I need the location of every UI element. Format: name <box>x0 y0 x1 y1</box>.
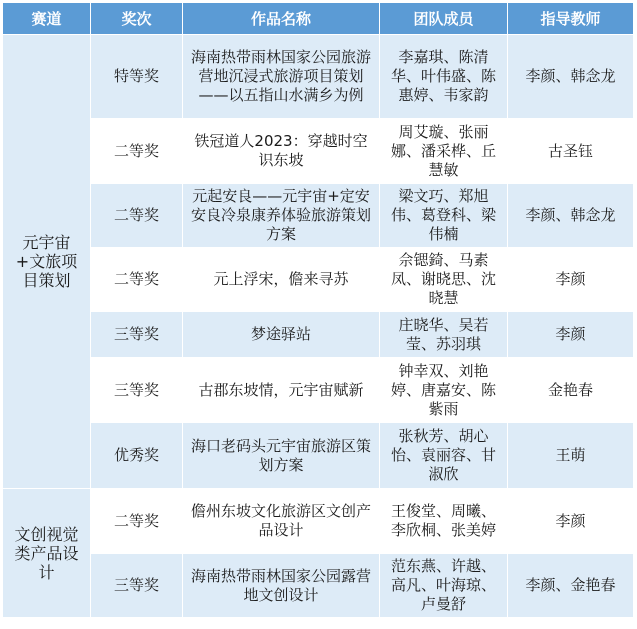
team-cell: 周艾璇、张丽娜、潘采桦、丘慧敏 <box>380 119 508 184</box>
advisor-cell: 金艳春 <box>508 358 634 423</box>
work-cell: 儋州东坡文化旅游区文创产品设计 <box>183 489 380 554</box>
work-cell: 梦途驿站 <box>183 312 380 358</box>
header-row <box>3 3 634 35</box>
award-cell: 二等奖 <box>91 248 183 312</box>
award-cell: 特等奖 <box>91 35 183 119</box>
header-award: 奖次 <box>91 3 183 35</box>
header-track: 赛道 <box>3 3 91 35</box>
award-cell: 优秀奖 <box>91 423 183 489</box>
team-cell: 庄晓华、吴若莹、苏羽琪 <box>380 312 508 358</box>
advisor-cell: 李颜、韩念龙 <box>508 35 634 119</box>
work-cell: 元上浮宋，儋来寻苏 <box>183 248 380 312</box>
team-cell: 李嘉琪、陈清华、叶伟盛、陈惠婷、韦家韵 <box>380 35 508 119</box>
advisor-cell: 李颜 <box>508 248 634 312</box>
table-row <box>3 423 634 489</box>
advisor-cell: 王萌 <box>508 423 634 489</box>
team-cell: 张秋芳、胡心怡、袁丽容、甘淑欣 <box>380 423 508 489</box>
award-cell: 二等奖 <box>91 119 183 184</box>
advisor-cell: 李颜 <box>508 312 634 358</box>
team-cell: 梁文巧、郑旭伟、葛登科、梁伟楠 <box>380 184 508 248</box>
advisor-cell: 古圣钰 <box>508 119 634 184</box>
header-work: 作品名称 <box>183 3 380 35</box>
advisor-cell: 李颜 <box>508 489 634 554</box>
award-cell: 二等奖 <box>91 184 183 248</box>
table-row <box>3 312 634 358</box>
table-row <box>3 184 634 248</box>
table-row <box>3 489 634 554</box>
team-cell: 钟幸双、刘艳婷、唐嘉安、陈紫雨 <box>380 358 508 423</box>
track-cell: 元宇宙+文旅项目策划 <box>3 35 91 489</box>
table-row <box>3 35 634 119</box>
team-cell: 佘锶錡、马素凤、谢晓思、沈晓慧 <box>380 248 508 312</box>
table-row <box>3 554 634 618</box>
table-row <box>3 248 634 312</box>
work-cell: 铁冠道人2023：穿越时空识东坡 <box>183 119 380 184</box>
work-cell: 元起安良——元宇宙+定安安良冷泉康养体验旅游策划方案 <box>183 184 380 248</box>
work-cell: 海南热带雨林国家公园旅游营地沉浸式旅游项目策划——以五指山水满乡为例 <box>183 35 380 119</box>
award-cell: 三等奖 <box>91 358 183 423</box>
award-cell: 三等奖 <box>91 554 183 618</box>
awards-table <box>2 2 634 618</box>
header-advisor: 指导教师 <box>508 3 634 35</box>
header-team: 团队成员 <box>380 3 508 35</box>
award-cell: 二等奖 <box>91 489 183 554</box>
team-cell: 王俊堂、周曦、李欣桐、张美婷 <box>380 489 508 554</box>
team-cell: 范东燕、许越、高凡、叶海琼、卢曼舒 <box>380 554 508 618</box>
track-cell: 文创视觉类产品设计 <box>3 489 91 618</box>
work-cell: 海南热带雨林国家公园露营地文创设计 <box>183 554 380 618</box>
advisor-cell: 李颜、韩念龙 <box>508 184 634 248</box>
table-row <box>3 358 634 423</box>
work-cell: 古郡东坡情，元宇宙赋新 <box>183 358 380 423</box>
work-cell: 海口老码头元宇宙旅游区策划方案 <box>183 423 380 489</box>
award-cell: 三等奖 <box>91 312 183 358</box>
advisor-cell: 李颜、金艳春 <box>508 554 634 618</box>
table-row <box>3 119 634 184</box>
